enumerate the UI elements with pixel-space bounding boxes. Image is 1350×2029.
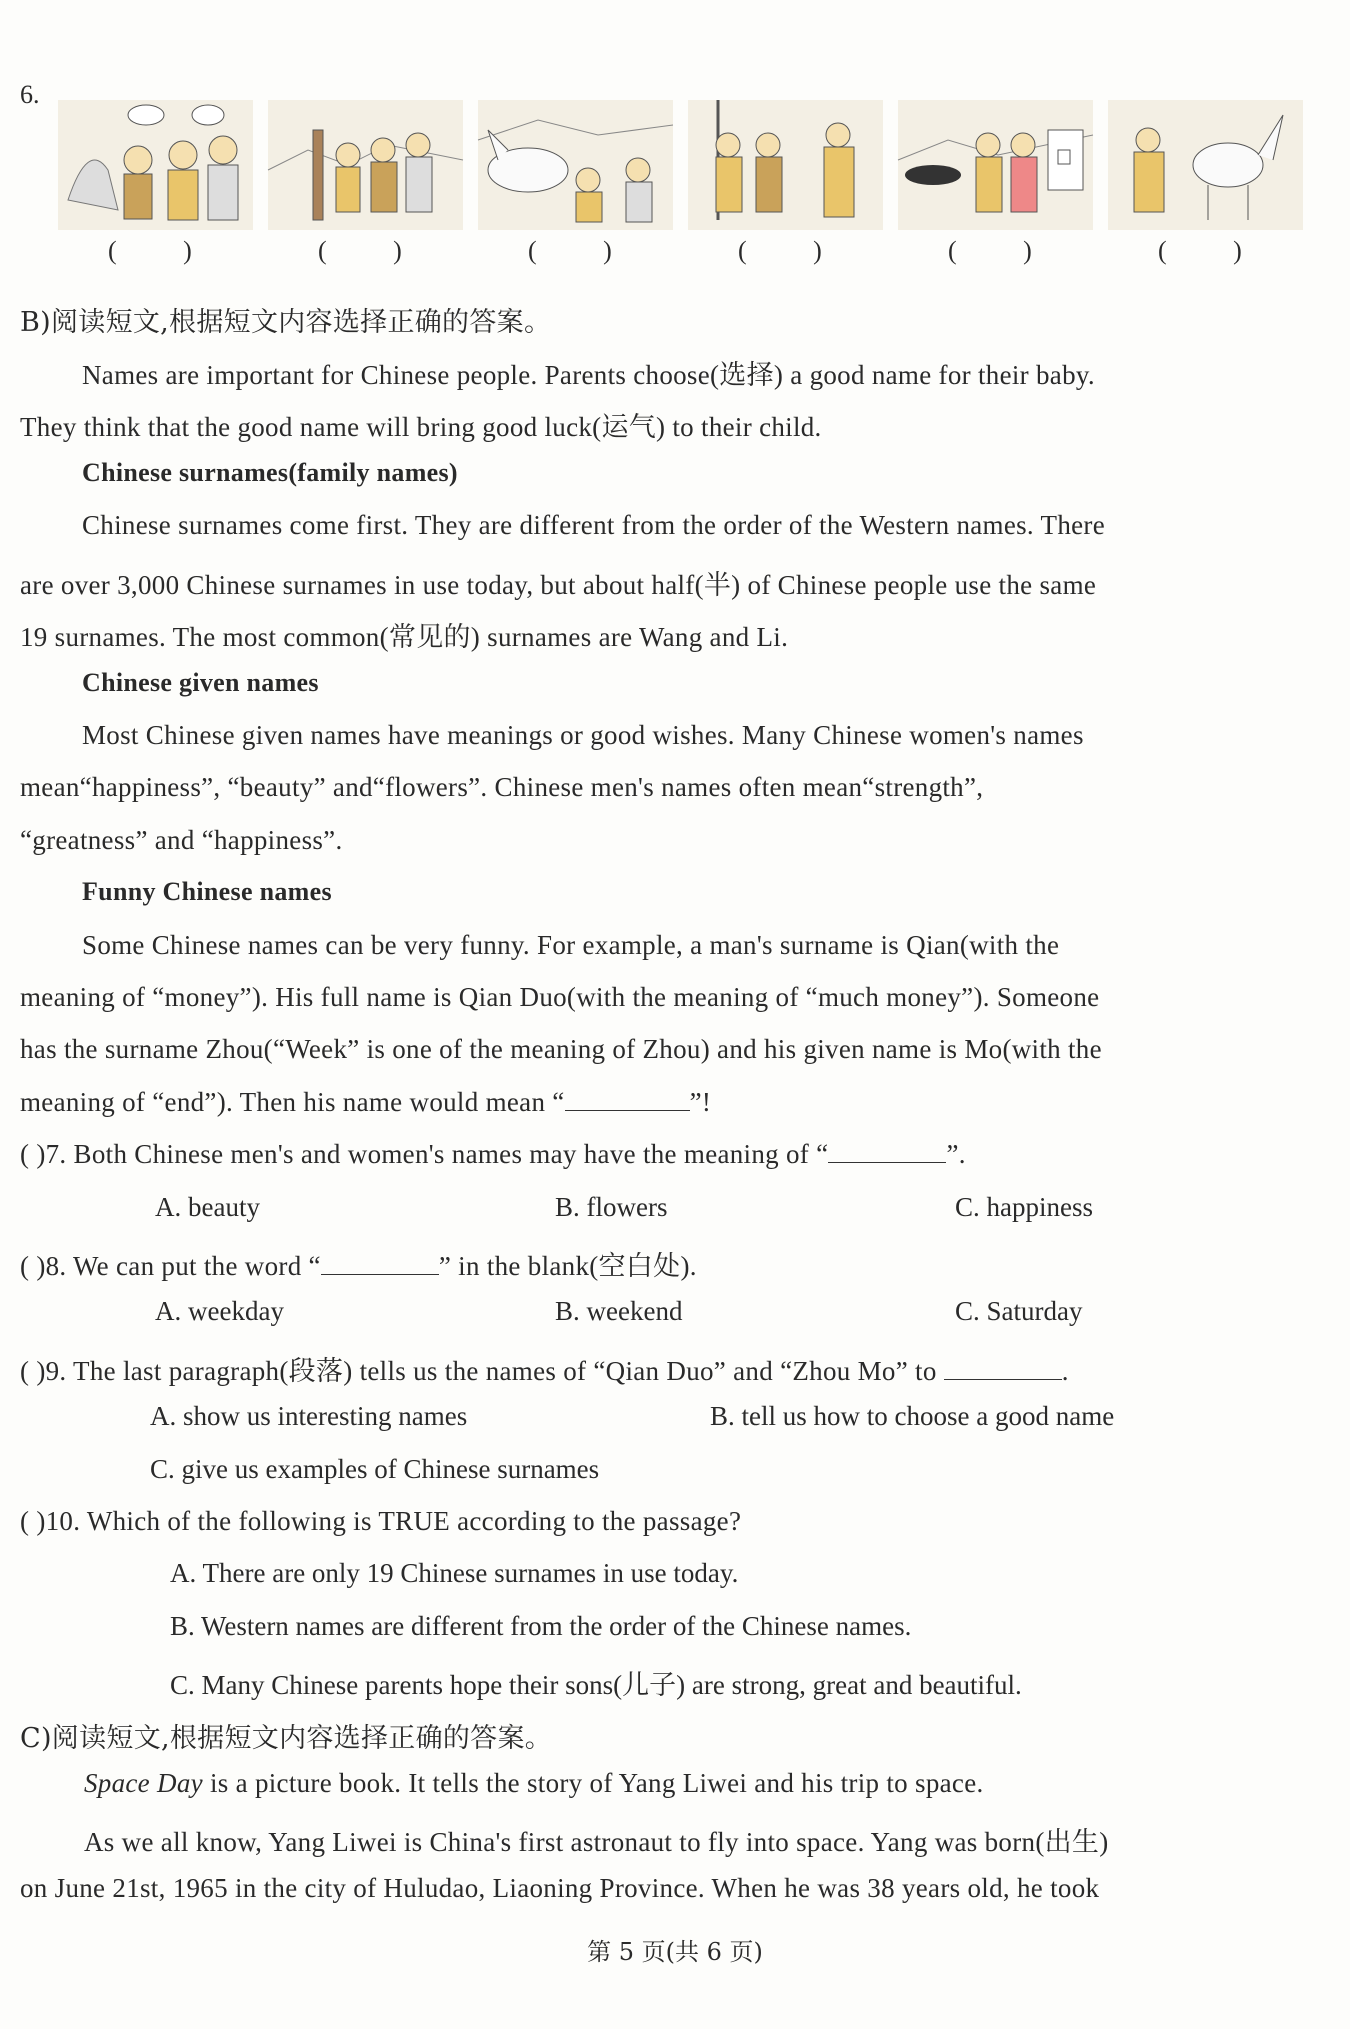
- passage-c-line: on June 21st, 1965 in the city of Huludao, Liaoning Province. When he was 38 years old, he took: [20, 1873, 1100, 1903]
- question-8-option-b[interactable]: B. weekend: [555, 1296, 683, 1326]
- question-7-text: ”.: [946, 1139, 966, 1169]
- picture-panel-5: [898, 100, 1093, 230]
- passage-b-text: meaning of “end”). Then his name would mean “: [20, 1087, 565, 1117]
- question-8-option-a[interactable]: A. weekday: [155, 1296, 284, 1326]
- answer-blank-5[interactable]: ( ): [948, 236, 1062, 265]
- passage-b-line: Some Chinese names can be very funny. For example, a man's surname is Qian(with the: [82, 930, 1060, 960]
- question-8-option-c[interactable]: C. Saturday: [955, 1296, 1083, 1326]
- question-9-option-b[interactable]: B. tell us how to choose a good name: [710, 1401, 1115, 1431]
- passage-c-text: is a picture book. It tells the story of Yang Liwei and his trip to space.: [202, 1768, 984, 1798]
- picture-panel-4: [688, 100, 883, 230]
- passage-b-line: mean“happiness”, “beauty” and“flowers”. Chinese men's names often mean“strength”,: [20, 772, 984, 802]
- passage-b-line: 19 surnames. The most common(常见的) surnames are Wang and Li.: [20, 622, 789, 652]
- question-7-option-c[interactable]: C. happiness: [955, 1192, 1093, 1222]
- passage-b-line: They think that the good name will bring good luck(运气) to their child.: [20, 412, 822, 442]
- question-10-stem: ( )10. Which of the following is TRUE according to the passage?: [20, 1506, 742, 1536]
- question-8-text: ( )8. We can put the word “: [20, 1251, 321, 1281]
- passage-c-line: [84, 1768, 984, 1799]
- fill-blank: [828, 1162, 946, 1163]
- passage-b-line: [20, 1087, 711, 1118]
- question-10-option-b[interactable]: B. Western names are different from the order of the Chinese names.: [170, 1611, 912, 1641]
- question-9-text: ( )9. The last paragraph(段落) tells us the names of “Qian Duo” and “Zhou Mo” to: [20, 1356, 937, 1386]
- answer-blank-2[interactable]: ( ): [318, 236, 432, 265]
- question-8-text: ” in the blank(空白处).: [438, 1251, 697, 1281]
- passage-b-line: has the surname Zhou(“Week” is one of the meaning of Zhou) and his given name is Mo(with the: [20, 1034, 1102, 1064]
- passage-b-line: Names are important for Chinese people. Parents choose(选择) a good name for their baby.: [82, 360, 1095, 390]
- answer-blank-4[interactable]: ( ): [738, 236, 852, 265]
- question-7-stem: [20, 1139, 966, 1170]
- subheading-funny-names: Funny Chinese names: [82, 877, 332, 906]
- passage-b-line: meaning of “money”). His full name is Qian Duo(with the meaning of “much money”). Someone: [20, 982, 1100, 1012]
- fill-blank: [944, 1379, 1062, 1380]
- question-9-stem: [20, 1349, 1069, 1388]
- answer-blank-6[interactable]: ( ): [1158, 236, 1272, 265]
- passage-b-line: “greatness” and “happiness”.: [20, 825, 343, 855]
- section-b-heading: B)阅读短文,根据短文内容选择正确的答案。: [20, 307, 552, 338]
- passage-b-line: are over 3,000 Chinese surnames in use today, but about half(半) of Chinese people use the same: [20, 570, 1097, 600]
- passage-b-text: ”!: [689, 1087, 712, 1117]
- picture-panel-3: [478, 100, 673, 230]
- picture-panel-1: [58, 100, 253, 230]
- picture-panel-6: [1108, 100, 1303, 230]
- fill-blank: [565, 1110, 690, 1111]
- passage-b-line: Chinese surnames come first. They are different from the order of the Western names. There: [82, 510, 1105, 540]
- page-footer: 第 5 页(共 6 页): [587, 1938, 763, 1966]
- book-title: Space Day: [84, 1768, 203, 1798]
- question-9-option-a[interactable]: A. show us interesting names: [150, 1401, 468, 1431]
- question-7-option-a[interactable]: A. beauty: [155, 1192, 260, 1222]
- picture-strip: [58, 100, 1308, 230]
- question-8-stem: [20, 1244, 697, 1283]
- answer-blank-1[interactable]: ( ): [108, 236, 222, 265]
- passage-b-line: Most Chinese given names have meanings or good wishes. Many Chinese women's names: [82, 720, 1084, 750]
- question-10-option-a[interactable]: A. There are only 19 Chinese surnames in use today.: [170, 1558, 739, 1588]
- passage-c-line: As we all know, Yang Liwei is China's first astronaut to fly into space. Yang was born(出生): [84, 1827, 1109, 1857]
- question-7-option-b[interactable]: B. flowers: [555, 1192, 668, 1222]
- fill-blank: [321, 1274, 439, 1275]
- question-6-number: 6.: [20, 80, 40, 109]
- question-9-option-c[interactable]: C. give us examples of Chinese surnames: [150, 1454, 600, 1484]
- question-7-text: ( )7. Both Chinese men's and women's names may have the meaning of “: [20, 1139, 829, 1169]
- subheading-surnames: Chinese surnames(family names): [82, 458, 458, 487]
- subheading-given-names: Chinese given names: [82, 668, 319, 697]
- answer-blank-3[interactable]: ( ): [528, 236, 642, 265]
- section-c-heading: C)阅读短文,根据短文内容选择正确的答案。: [20, 1723, 553, 1754]
- picture-panel-2: [268, 100, 463, 230]
- question-9-text: .: [1061, 1356, 1069, 1386]
- question-10-option-c[interactable]: C. Many Chinese parents hope their sons(儿子) are strong, great and beautiful.: [170, 1670, 1022, 1700]
